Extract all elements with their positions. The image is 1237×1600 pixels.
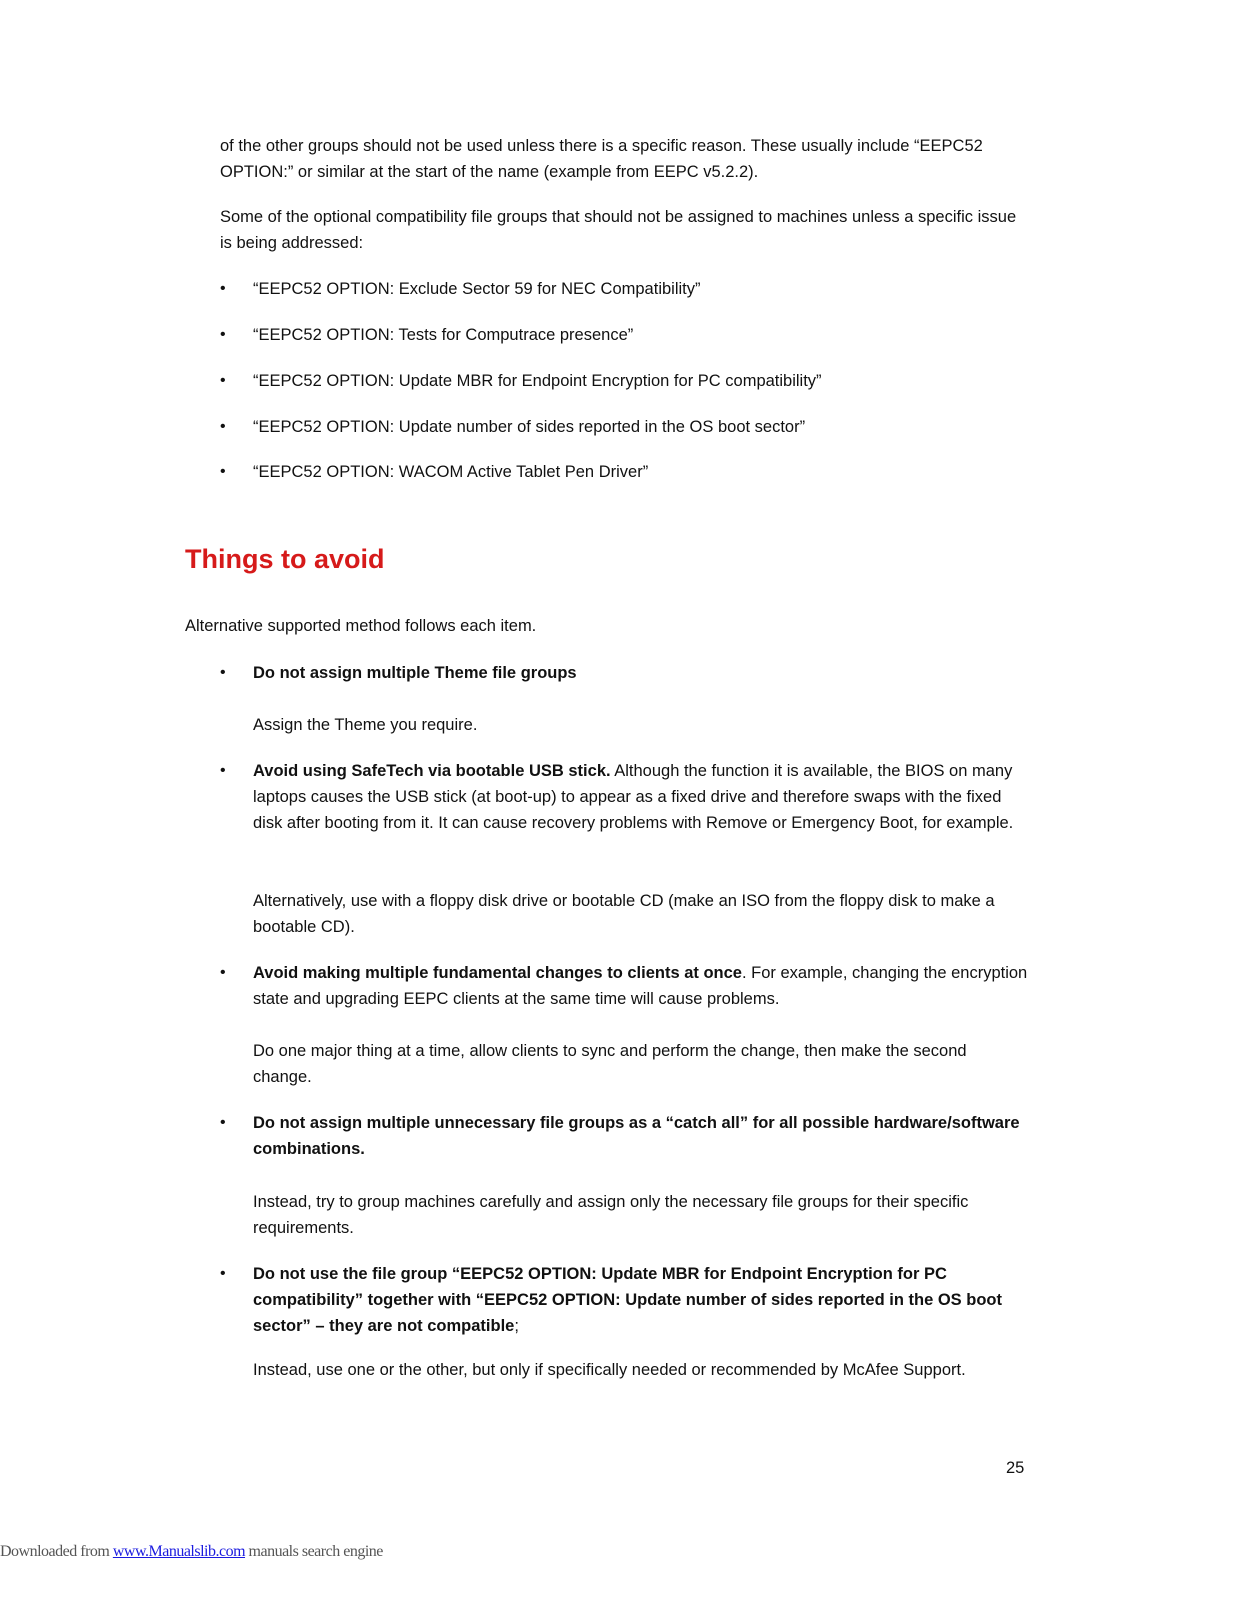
footer-suffix: manuals search engine — [245, 1543, 383, 1560]
bullet-icon: • — [220, 762, 226, 779]
page-number: 25 — [1006, 1459, 1025, 1477]
avoid-item-title: Avoid making multiple fundamental changes to clients at once — [253, 964, 742, 982]
section-heading: Things to avoid — [185, 544, 385, 574]
bullet-icon: • — [220, 280, 226, 297]
intro-paragraph-1: of the other groups should not be used unless there is a specific reason. These usually include “EEPC52 OPTION:” or similar at the start of the name (example from EEPC v5.2.2). — [220, 137, 983, 181]
avoid-item — [253, 758, 1028, 836]
avoid-item — [253, 660, 1028, 686]
section-lead: Alternative supported method follows each item. — [185, 617, 537, 635]
option-item: “EEPC52 OPTION: Update MBR for Endpoint Encryption for PC compatibility” — [253, 372, 822, 390]
avoid-item-text: Although the function it is available, the BIOS on many laptops causes the USB stick (at boot-up) to appear as a fixed drive and therefore swaps with the fixed disk after booting from it. It can cause recovery problems with Remove or Emergency Boot, for example. — [253, 762, 1014, 832]
avoid-item-text: . For example, changing the encryption state and upgrading EEPC clients at the same time will cause problems. — [253, 964, 1028, 1008]
option-item: “EEPC52 OPTION: Exclude Sector 59 for NEC Compatibility” — [253, 280, 701, 298]
manualslib-link[interactable]: www.Manualslib.com — [112, 1543, 246, 1560]
bullet-icon: • — [220, 326, 226, 343]
bullet-icon: • — [220, 372, 226, 389]
avoid-item-title: Do not assign multiple Theme file groups — [253, 664, 577, 682]
avoid-item-text: ; — [514, 1317, 519, 1335]
bullet-icon: • — [220, 463, 226, 480]
avoid-item — [253, 1110, 1028, 1162]
option-item: “EEPC52 OPTION: Update number of sides reported in the OS boot sector” — [253, 418, 806, 436]
avoid-item — [253, 960, 1028, 1012]
intro-paragraph-2: Some of the optional compatibility file groups that should not be assigned to machines unless a specific issue is being addressed: — [220, 208, 1017, 252]
avoid-item-title: Do not use the file group “EEPC52 OPTION: Update MBR for Endpoint Encryption for PC compatibility” together with “EEPC52 OPTION: Update number of sides reported in the OS boot sector” – they are not compatible — [253, 1265, 1002, 1335]
option-item: “EEPC52 OPTION: Tests for Computrace presence” — [253, 326, 634, 344]
avoid-item-alternative: Assign the Theme you require. — [253, 716, 478, 734]
bullet-icon: • — [220, 664, 226, 681]
avoid-item-alternative: Instead, try to group machines carefully and assign only the necessary file groups for their specific requirements. — [253, 1193, 969, 1237]
bullet-icon: • — [220, 418, 226, 435]
bullet-icon: • — [220, 964, 226, 981]
avoid-item-alternative: Alternatively, use with a floppy disk drive or bootable CD (make an ISO from the floppy disk to make a bootable CD). — [253, 892, 995, 936]
avoid-item-alternative: Do one major thing at a time, allow clients to sync and perform the change, then make the second change. — [253, 1042, 967, 1086]
bullet-icon: • — [220, 1114, 226, 1131]
avoid-item — [253, 1261, 1028, 1339]
bullet-icon: • — [220, 1265, 226, 1282]
avoid-item-title: Do not assign multiple unnecessary file groups as a “catch all” for all possible hardware/software combinations. — [253, 1114, 1020, 1158]
option-item: “EEPC52 OPTION: WACOM Active Tablet Pen Driver” — [253, 463, 649, 481]
avoid-item-title: Avoid using SafeTech via bootable USB stick. — [253, 762, 611, 780]
download-footer — [0, 1541, 383, 1563]
avoid-item-alternative: Instead, use one or the other, but only if specifically needed or recommended by McAfee Support. — [253, 1361, 966, 1379]
footer-prefix: Downloaded from — [0, 1543, 113, 1560]
